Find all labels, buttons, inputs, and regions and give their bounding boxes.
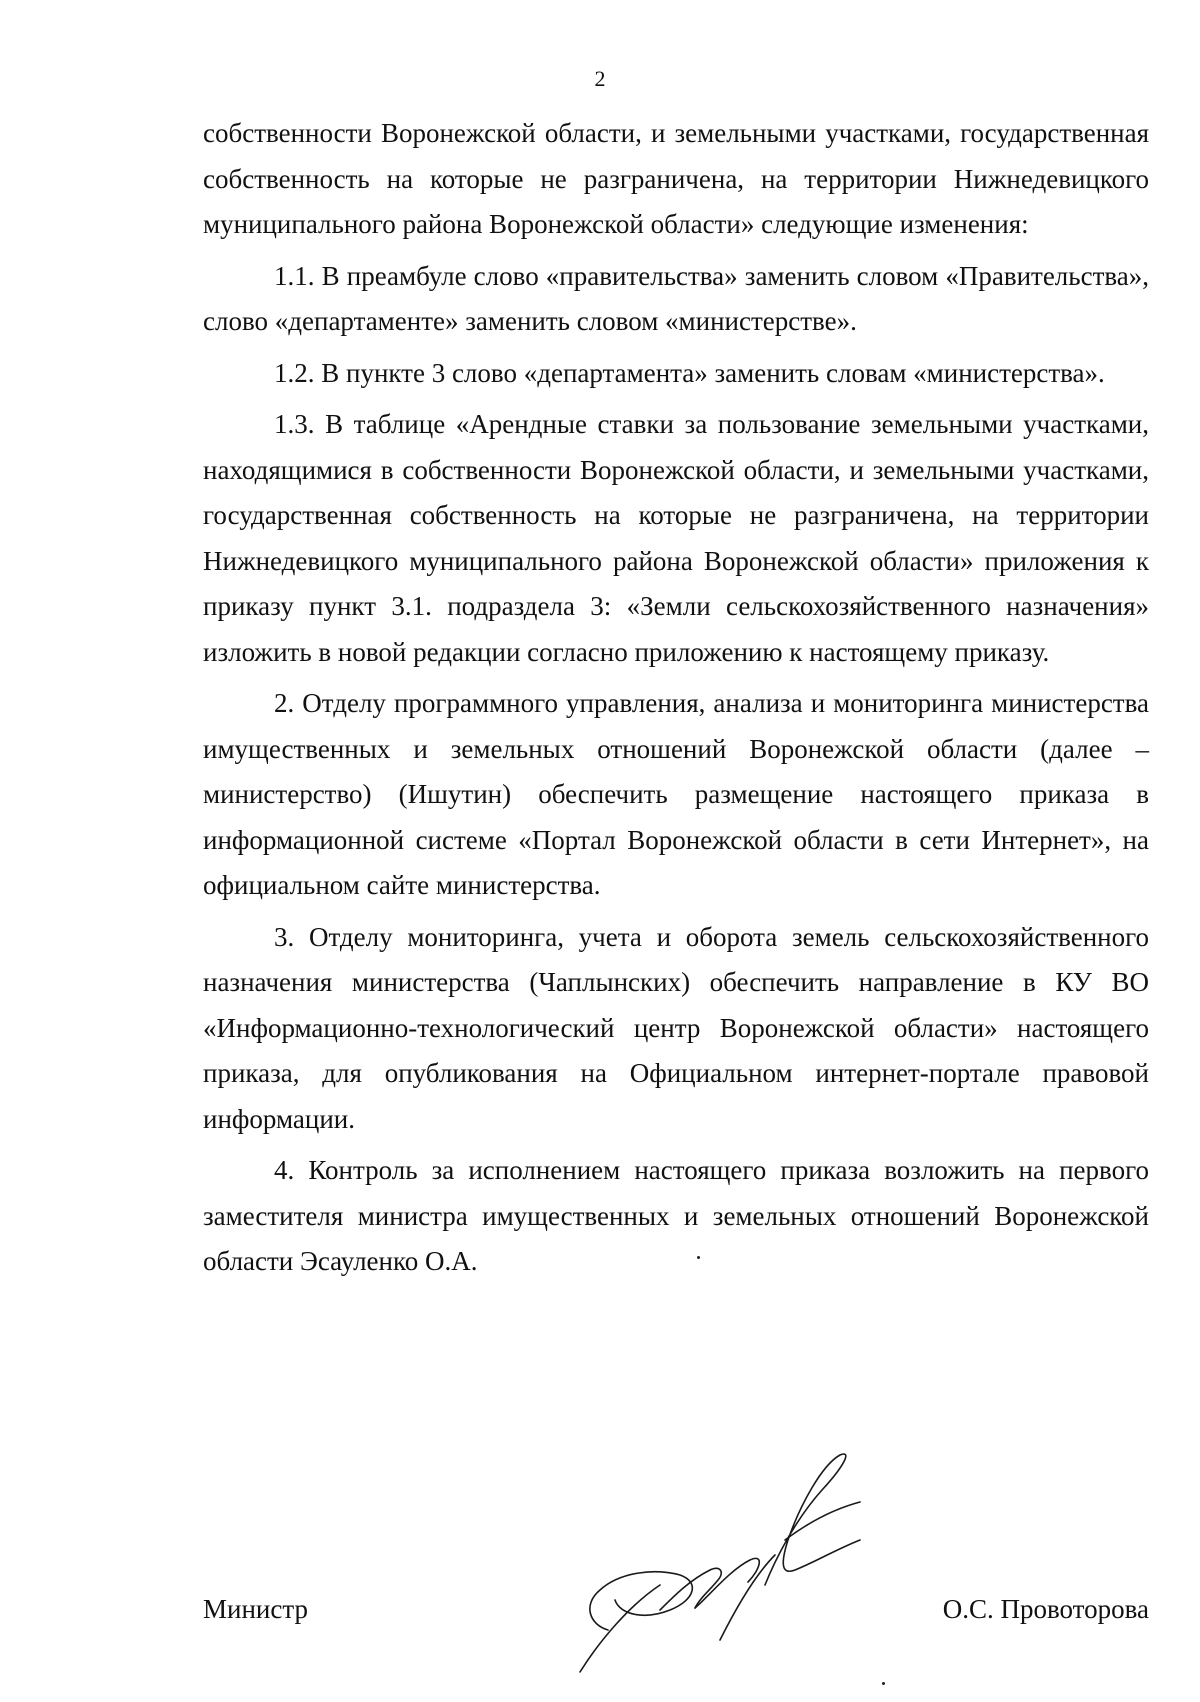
document-body xyxy=(203,111,1149,1291)
handwritten-signature-icon xyxy=(560,1410,880,1690)
signer-name: О.С. Провоторова xyxy=(942,1594,1149,1624)
paragraph-2: 2. Отделу программного управления, анализа и мониторинга министерства имущественных и земельных отношений Воронежской области (далее – министерство) (Ишутин) обеспечить размещение настоящего приказа в информационной системе «Портал Воронежской области в сети Интернет», на официальном сайте министерства. xyxy=(203,688,1149,900)
paragraph-1-3: 1.3. В таблице «Арендные ставки за пользование земельными участками, находящимися в собственности Воронежской области, и земельными участками, государственная собственность на которые не разграничена, на территории Нижнедевицкого муниципального района Воронежской области» приложения к приказу пункт 3.1. подраздела 3: «Земли сельскохозяйственного назначения» изложить в новой редакции согласно приложению к настоящему приказу. xyxy=(203,409,1149,667)
signature-block xyxy=(203,1589,1149,1629)
scan-speck xyxy=(697,1256,700,1259)
page-number: 2 xyxy=(594,66,606,91)
paragraph-1-1: 1.1. В преамбуле слово «правительства» заменить словом «Правительства», слово «департаменте» заменить словом «министерстве». xyxy=(203,260,1149,336)
paragraph-1-2: 1.2. В пункте 3 слово «департамента» заменить словам «министерства». xyxy=(274,357,1105,388)
scan-speck xyxy=(882,1682,885,1685)
paragraph-continuation: собственности Воронежской области, и земельными участками, государственная собственность на которые не разграничена, на территории Нижнедевицкого муниципального района Воронежской области» следующие изменения: xyxy=(203,118,1149,239)
paragraph-3: 3. Отделу мониторинга, учета и оборота земель сельскохозяйственного назначения министерства (Чаплынских) обеспечить направление в КУ ВО «Информационно-технологический центр Воронежской области» настоящего приказа, для опубликования на Официальном интернет-портале правовой информации. xyxy=(203,921,1149,1134)
paragraph-4: 4. Контроль за исполнением настоящего приказа возложить на первого заместителя министра имущественных и земельных отношений Воронежской области Эсауленко О.А. xyxy=(203,1155,1149,1276)
signer-title: Министр xyxy=(203,1594,308,1624)
